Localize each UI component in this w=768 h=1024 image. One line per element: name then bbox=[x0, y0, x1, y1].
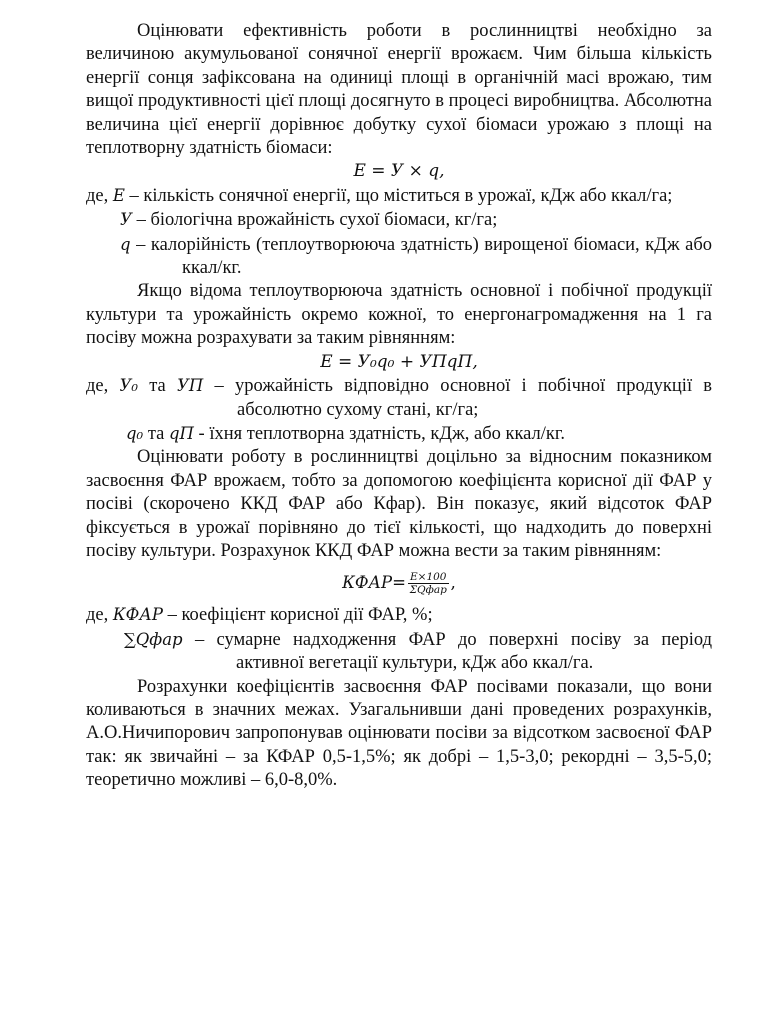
definition-u0-up bbox=[86, 374, 712, 422]
formula-kfar bbox=[86, 563, 712, 603]
def-sum-qfar-text: – сумарне надходження ФАР до поверхні посіву за період активної вегетації культури, кДж або ккал/га. bbox=[194, 629, 712, 674]
def-kfar-text: – коефіцієнт корисної дії ФАР, %; bbox=[167, 605, 433, 626]
formula-kfar-fraction bbox=[408, 571, 449, 596]
def-u-text: – біологічна врожайність сухої біомаси, кг/га; bbox=[136, 210, 498, 231]
def-q0-qp-text: - їхня теплотворна здатність, кДж, або ккал/кг. bbox=[198, 423, 566, 444]
formula-kfar-lhs: КФАР= bbox=[342, 573, 406, 593]
def-prefix: де, bbox=[86, 185, 109, 206]
definition-sum-qfar bbox=[86, 628, 712, 676]
paragraph-2: Якщо відома теплоутворююча здатність основної і побічної продукції культури та урожайність окремо кожної, то енергонагромадження на 1 га посіву можна розрахувати за таким рівнянням: bbox=[86, 281, 712, 349]
paragraph-3: Оцінювати роботу в рослинництві доцільно за відносним показником засвоєння ФАР врожаєм, тобто за допомогою коефіцієнта корисної дії ФАР у посіві (скорочено ККД ФАР або Кфар). Він показує, який відсоток ФАР фіксується в урожаї порівняно до тієї кількості, що надходить до поверхні посіву культури. Розрахунок ККД ФАР можна вести за таким рівнянням: bbox=[86, 447, 712, 561]
def-prefix: де, bbox=[86, 605, 109, 626]
definition-u bbox=[86, 208, 712, 232]
var-sum-qfar: ∑Qфар bbox=[124, 629, 183, 649]
document-page bbox=[86, 20, 712, 793]
var-kfar: КФАР bbox=[112, 605, 163, 625]
paragraph-1: Оцінювати ефективність роботи в рослинництві необхідно за величиною акумульованої сонячної енергії врожаєм. Чим більша кількість енергії сонця зафіксована на одиниці площі в органічній масі врожаю, тим вищої продуктивності цієї площі досягнуто в процесі виробництва. Абсолютна величина цієї енергії дорівнює добутку сухої біомаси урожаю з площі на теплотворну здатність біомаси: bbox=[86, 21, 712, 159]
paragraph-4: Розрахунки коефіцієнтів засвоєння ФАР посівами показали, що вони коливаються в значних межах. Узагальнивши дані проведених розрахунків, А.О.Ничипорович запропонував оцінювати посіви за відсотком засвоєної ФАР так: як звичайні – за КФАР 0,5-1,5%; як добрі – 1,5-3,0; рекордні – 3,5-5,0; теоретично можливі – 6,0-8,0%. bbox=[86, 676, 712, 791]
var-e: Е bbox=[112, 185, 125, 205]
formula-energy: Е = У × q, bbox=[353, 161, 445, 182]
var-q0: q₀ bbox=[126, 423, 144, 443]
formula-energy-two-products: Е = У₀q₀ + УПqП, bbox=[320, 351, 478, 372]
var-u: У bbox=[120, 210, 132, 230]
definition-q0-qp bbox=[86, 422, 712, 446]
var-qp: qП bbox=[168, 423, 194, 443]
fraction-denominator: ΣQфар bbox=[409, 584, 447, 597]
var-q: q bbox=[120, 234, 131, 254]
definition-e bbox=[86, 184, 712, 208]
def-u0-up-text: – урожайність відповідно основної і побічної продукції в абсолютно сухому стані, кг/га; bbox=[214, 376, 713, 420]
var-u0: У₀ bbox=[119, 376, 139, 396]
def-e-text: – кількість сонячної енергії, що міститься в урожаї, кДж або ккал/га; bbox=[129, 185, 673, 206]
def-q-text: – калорійність (теплоутворююча здатність) вирощеної біомаси, кДж або ккал/кг. bbox=[136, 234, 713, 279]
var-up: УП bbox=[176, 376, 204, 396]
conj-and: та bbox=[147, 423, 165, 444]
def-prefix: де, bbox=[86, 376, 109, 397]
conj-and: та bbox=[149, 376, 166, 397]
formula-kfar-comma: , bbox=[450, 573, 456, 594]
fraction-numerator: E×100 bbox=[409, 571, 447, 584]
definition-q bbox=[86, 233, 712, 281]
definition-kfar bbox=[86, 603, 712, 627]
